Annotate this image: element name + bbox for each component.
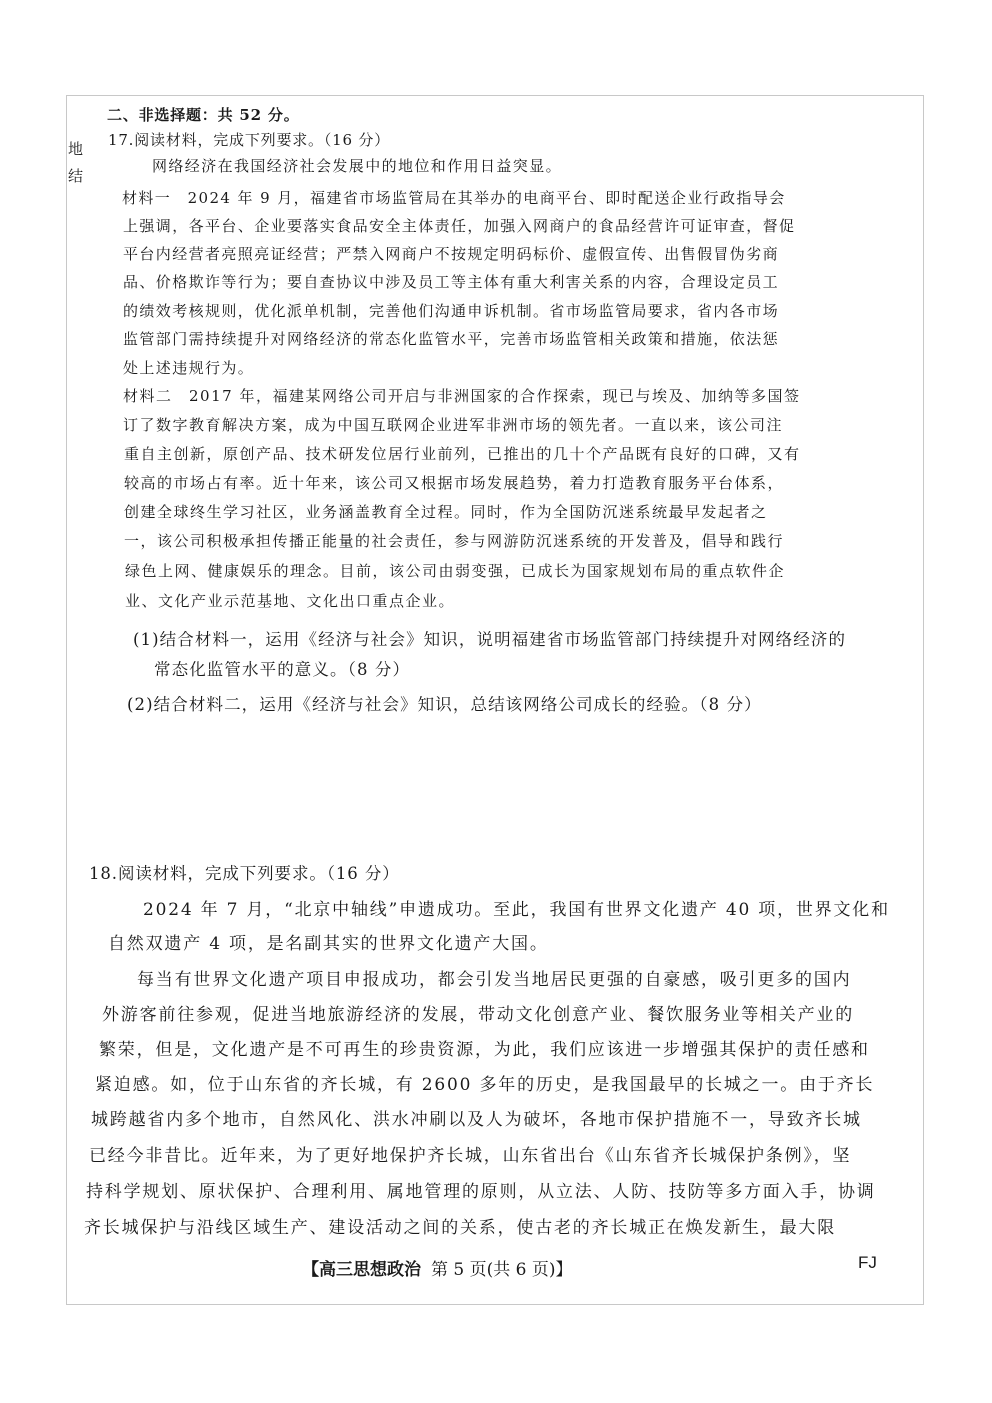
margin-char: 地 [68,140,84,158]
q18-line: 外游客前往参观，促进当地旅游经济的发展，带动文化创意产业、餐饮服务业等相关产业的 [102,1005,854,1025]
section-heading: 二、非选择题：共 52 分。 [107,106,300,124]
material-line: 绿色上网、健康娱乐的理念。目前，该公司由弱变强，已成长为国家规划布局的重点软件企 [125,562,786,580]
material-line: 的绩效考核规则，优化派单机制，完善他们沟通申诉机制。省市场监管局要求，省内各市场 [123,302,780,320]
q17-intro: 网络经济在我国经济社会发展中的地位和作用日益突显。 [152,157,563,175]
material-line: 重自主创新，原创产品、技术研发位居行业前列，已推出的几十个产品既有良好的口碑，又有 [124,445,801,463]
q18-line: 城跨越省内多个地市，自然风化、洪水冲刷以及人为破坏，各地市保护措施不一，导致齐长城 [91,1110,862,1130]
q17-subquestion-1: (1)结合材料一，运用《经济与社会》知识，说明福建省市场监管部门持续提升对网络经济的 [133,630,847,649]
q18-heading: 18.阅读材料，完成下列要求。（16 分） [89,864,400,883]
q18-line: 繁荣，但是，文化遗产是不可再生的珍贵资源，为此，我们应该进一步增强其保护的责任感和 [99,1040,870,1060]
material-line: 业、文化产业示范基地、文化出口重点企业。 [125,592,456,610]
material-line: 一，该公司积极承担传播正能量的社会责任，参与网游防沉迷系统的开发普及，倡导和践行 [124,532,785,550]
margin-char: 结 [68,167,84,185]
q18-line: 2024 年 7 月，“北京中轴线”申遗成功。至此，我国有世界文化遗产 40 项，世界文化和 [143,900,890,920]
material-line: 较高的市场占有率。近十年来，该公司又根据市场发展趋势，着力打造教育服务平台体系， [124,474,785,492]
q18-line: 已经今非昔比。近年来，为了更好地保护齐长城，山东省出台《山东省齐长城保护条例》，坚 [89,1146,852,1166]
q17-subquestion-2: (2)结合材料二，运用《经济与社会》知识，总结该网络公司成长的经验。（8 分） [127,695,762,714]
footer-page-number: 第 5 页(共 6 页)】 [431,1260,573,1280]
footer-code: FJ [858,1253,877,1272]
q18-line: 每当有世界文化遗产项目申报成功，都会引发当地居民更强的自豪感，吸引更多的国内 [137,970,852,990]
q18-line: 自然双遗产 4 项，是名副其实的世界文化遗产大国。 [108,934,549,954]
q18-line: 齐长城保护与沿线区域生产、建设活动之间的关系，使古老的齐长城正在焕发新生，最大限 [84,1218,836,1238]
footer-subject: 【高三思想政治 [302,1260,421,1280]
material-line: 上强调，各平台、企业要落实食品安全主体责任，加强入网商户的食品经营许可证审查，督促 [123,217,796,235]
material-line: 品、价格欺诈等行为；要自查协议中涉及员工等主体有重大利害关系的内容，合理设定员工 [123,273,780,291]
q17-subquestion-1-cont: 常态化监管水平的意义。（8 分） [154,660,411,679]
left-margin-text [68,136,88,190]
q18-line: 紧迫感。如，位于山东省的齐长城，有 2600 多年的历史，是我国最早的长城之一。由于齐长 [95,1075,875,1095]
material-line: 订了数字教育解决方案，成为中国互联网企业进军非洲市场的领先者。一直以来，该公司注 [123,416,784,434]
page-footer [302,1255,573,1280]
q18-line: 持科学规划、原状保护、合理利用、属地管理的原则，从立法、人防、技防等多方面入手，协调 [86,1182,876,1202]
q17-heading: 17.阅读材料，完成下列要求。（16 分） [108,131,391,149]
material-line: 平台内经营者亮照亮证经营；严禁入网商户不按规定明码标价、虚假宣传、出售假冒伪劣商 [123,245,780,263]
material-line: 材料一 2024 年 9 月，福建省市场监管局在其举办的电商平台、即时配送企业行政指导会 [122,189,786,207]
material-line: 材料二 2017 年，福建某网络公司开启与非洲国家的合作探索，现已与埃及、加纳等多国签 [123,387,801,405]
material-line: 处上述违规行为。 [123,359,255,377]
material-line: 创建全球终生学习社区，业务涵盖教育全过程。同时，作为全国防沉迷系统最早发起者之 [124,503,768,521]
material-line: 监管部门需持续提升对网络经济的常态化监管水平，完善市场监管相关政策和措施，依法惩 [123,330,780,348]
